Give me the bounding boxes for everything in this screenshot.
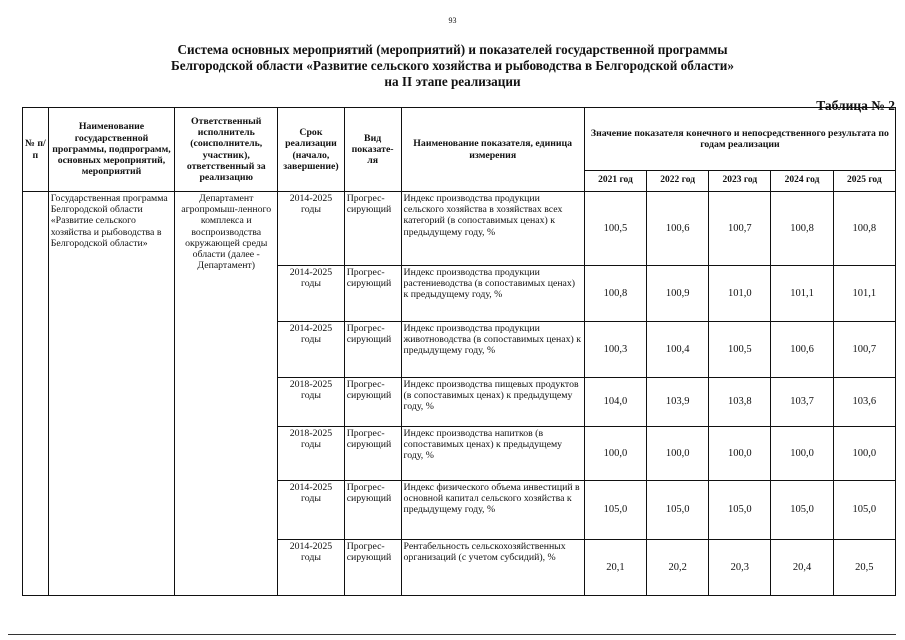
indicator-name-cell: Индекс производства продукции растениеводства (в сопоставимых ценах) к предыдущему году, % — [401, 266, 584, 322]
table-label: Таблица № 2 — [816, 98, 895, 113]
period-cell: 2018-2025 годы — [278, 378, 344, 427]
header-period: Срок реализации (начало, завершение) — [278, 108, 344, 192]
value-cell: 100,5 — [584, 192, 646, 266]
program-name-cell: Государственная программа Белгородской области «Развитие сельского хозяйства и рыбоводства в Белгородской области» — [48, 192, 175, 596]
value-cell: 100,0 — [647, 427, 709, 481]
value-cell: 100,3 — [584, 322, 646, 378]
value-cell: 100,4 — [647, 322, 709, 378]
document-title — [0, 42, 905, 90]
value-cell: 101,1 — [833, 266, 895, 322]
indicator-name-cell: Индекс производства пищевых продуктов (в сопоставимых ценах) к предыдущему году, % — [401, 378, 584, 427]
table-row — [23, 192, 896, 266]
value-cell: 103,6 — [833, 378, 895, 427]
value-cell: 100,8 — [833, 192, 895, 266]
value-cell: 103,7 — [771, 378, 833, 427]
period-cell: 2014-2025 годы — [278, 540, 344, 596]
page-number: 93 — [448, 16, 457, 25]
value-cell: 105,0 — [709, 481, 771, 540]
header-year: 2022 год — [647, 171, 709, 192]
value-cell: 100,9 — [647, 266, 709, 322]
title-line-1: Система основных мероприятий (мероприятий) и показателей государственной программы — [177, 42, 728, 57]
period-cell: 2014-2025 годы — [278, 481, 344, 540]
value-cell: 105,0 — [833, 481, 895, 540]
value-cell: 103,8 — [709, 378, 771, 427]
value-cell: 100,6 — [771, 322, 833, 378]
indicator-type-cell: Прогрес-сирующий — [344, 540, 401, 596]
value-cell: 100,7 — [833, 322, 895, 378]
header-program: Наименование государственной программы, подпрограмм, основных мероприятий, мероприятий — [48, 108, 175, 192]
indicator-type-cell: Прогрес-сирующий — [344, 427, 401, 481]
table-body — [23, 192, 896, 596]
value-cell: 100,0 — [709, 427, 771, 481]
title-line-3: на II этапе реализации — [384, 74, 521, 89]
value-cell: 20,2 — [647, 540, 709, 596]
indicator-type-cell: Прогрес-сирующий — [344, 266, 401, 322]
period-cell: 2014-2025 годы — [278, 192, 344, 266]
header-executor: Ответственный исполнитель (соисполнитель, участник), ответственный за реализацию — [175, 108, 278, 192]
page-bottom-rule — [8, 634, 896, 635]
value-cell: 105,0 — [647, 481, 709, 540]
value-cell: 101,1 — [771, 266, 833, 322]
header-num: № п/п — [23, 108, 49, 192]
value-cell: 105,0 — [584, 481, 646, 540]
indicators-table — [22, 107, 896, 596]
value-cell: 100,8 — [584, 266, 646, 322]
value-cell: 105,0 — [771, 481, 833, 540]
indicator-name-cell: Рентабельность сельскохозяйственных организаций (с учетом субсидий), % — [401, 540, 584, 596]
period-cell: 2014-2025 годы — [278, 266, 344, 322]
header-year: 2024 год — [771, 171, 833, 192]
indicator-name-cell: Индекс производства продукции сельского хозяйства в хозяйствах всех категорий (в сопоставимых ценах) к предыдущему году, % — [401, 192, 584, 266]
header-indicator: Наименование показателя, единица измерения — [401, 108, 584, 192]
value-cell: 100,6 — [647, 192, 709, 266]
value-cell: 20,4 — [771, 540, 833, 596]
period-cell: 2014-2025 годы — [278, 322, 344, 378]
value-cell: 100,5 — [709, 322, 771, 378]
header-type: Вид показате-ля — [344, 108, 401, 192]
value-cell: 20,3 — [709, 540, 771, 596]
indicator-name-cell: Индекс производства продукции животноводства (в сопоставимых ценах) к предыдущему году, % — [401, 322, 584, 378]
header-year: 2025 год — [833, 171, 895, 192]
indicator-type-cell: Прогрес-сирующий — [344, 481, 401, 540]
value-cell: 104,0 — [584, 378, 646, 427]
value-cell: 20,1 — [584, 540, 646, 596]
row-number-cell — [23, 192, 49, 596]
indicator-type-cell: Прогрес-сирующий — [344, 322, 401, 378]
value-cell: 103,9 — [647, 378, 709, 427]
indicator-name-cell: Индекс производства напитков (в сопоставимых ценах) к предыдущему году, % — [401, 427, 584, 481]
value-cell: 100,0 — [833, 427, 895, 481]
value-cell: 101,0 — [709, 266, 771, 322]
value-cell: 100,8 — [771, 192, 833, 266]
header-row — [23, 108, 896, 171]
indicator-type-cell: Прогрес-сирующий — [344, 192, 401, 266]
header-year: 2023 год — [709, 171, 771, 192]
title-line-2: Белгородской области «Развитие сельского хозяйства и рыбоводства в Белгородской области» — [171, 58, 734, 73]
value-cell: 100,0 — [771, 427, 833, 481]
executor-cell: Департамент агропромыш-ленного комплекса и воспроизводства окружающей среды области (далее - Департамент) — [175, 192, 278, 596]
value-cell: 100,7 — [709, 192, 771, 266]
header-values-group: Значение показателя конечного и непосредственного результата по годам реализации — [584, 108, 895, 171]
indicator-type-cell: Прогрес-сирующий — [344, 378, 401, 427]
header-year: 2021 год — [584, 171, 646, 192]
value-cell: 20,5 — [833, 540, 895, 596]
period-cell: 2018-2025 годы — [278, 427, 344, 481]
value-cell: 100,0 — [584, 427, 646, 481]
indicator-name-cell: Индекс физического объема инвестиций в основной капитал сельского хозяйства к предыдущему году, % — [401, 481, 584, 540]
